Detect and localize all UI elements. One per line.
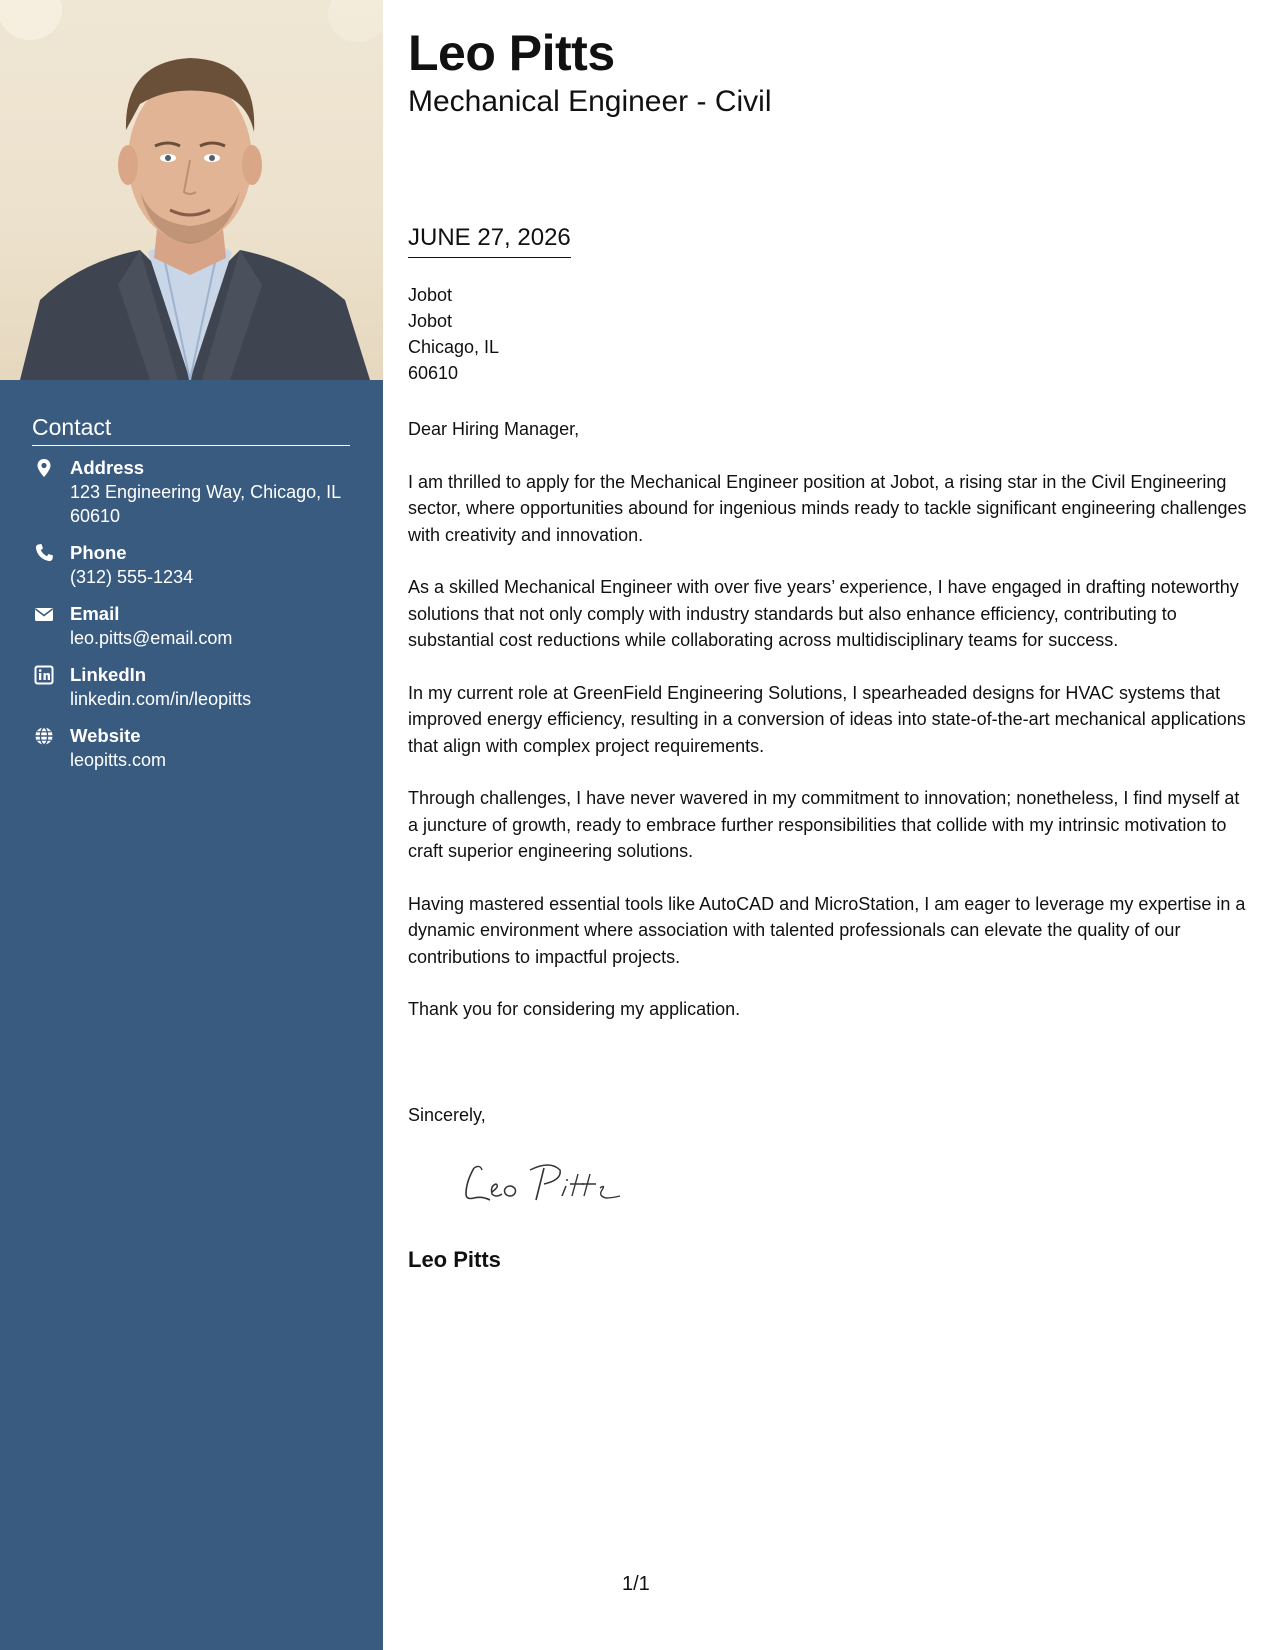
letter-greeting: Dear Hiring Manager,: [408, 419, 580, 439]
letter-paragraph: Having mastered essential tools like AutoCAD and MicroStation, I am eager to leverage my expertise in a dynamic environment where association with talented professionals can elevate the quality of our contributions to impactful projects.: [408, 893, 1246, 967]
phone-icon: [34, 543, 54, 563]
globe-icon: [34, 726, 54, 746]
applicant-title: Mechanical Engineer - Civil: [408, 85, 772, 118]
signer-name: Leo Pitts: [408, 1247, 501, 1272]
recipient-block: [408, 282, 499, 386]
letter-paragraph: In my current role at GreenField Engineering Solutions, I spearheaded designs for HVAC systems that improved energy efficiency, resulting in a conversion of ideas into state-of-the-art mechanical applications that align with complex project requirements.: [408, 682, 1246, 756]
linkedin-icon: [34, 665, 54, 685]
contact-value-email[interactable]: leo.pitts@email.com: [70, 628, 233, 648]
page-number: 1/1: [622, 1573, 650, 1595]
contact-item-email: [32, 602, 350, 650]
contact-label-address: Address: [70, 457, 145, 478]
envelope-icon: [34, 604, 54, 624]
sidebar: [0, 0, 383, 1650]
contact-value-linkedin[interactable]: linkedin.com/in/leopitts: [70, 689, 252, 709]
contact-label-phone: Phone: [70, 542, 127, 563]
contact-value-website[interactable]: leopitts.com: [70, 750, 167, 770]
recipient-line: 60610: [408, 363, 459, 383]
letter-date: JUNE 27, 2026: [408, 222, 571, 258]
contact-item-phone: [32, 541, 350, 589]
letter-paragraph: Thank you for considering my application.: [408, 999, 741, 1019]
contact-section: [32, 412, 350, 785]
contact-heading: Contact: [32, 412, 350, 446]
letter-closing: Sincerely,: [408, 1105, 486, 1125]
profile-photo: [0, 0, 383, 380]
letter-paragraph: I am thrilled to apply for the Mechanical Engineer position at Jobot, a rising star in the Civil Engineering sector, where opportunities abound for ingenious minds ready to tackle significant engineering challenges with creativity and innovation.: [408, 471, 1247, 545]
contact-item-website: [32, 724, 350, 772]
letter-body: [408, 416, 1253, 1049]
location-pin-icon: [34, 458, 54, 478]
contact-label-email: Email: [70, 603, 120, 624]
contact-label-linkedin: LinkedIn: [70, 664, 147, 685]
recipient-line: Jobot: [408, 285, 453, 305]
applicant-name: Leo Pitts: [408, 25, 615, 81]
recipient-line: Jobot: [408, 311, 453, 331]
letter-paragraph: As a skilled Mechanical Engineer with over five years’ experience, I have engaged in drafting noteworthy solutions that not only comply with industry standards but also enhance efficiency, contributing to substantial cost reductions while collaborating across multidisciplinary teams for success.: [408, 577, 1239, 650]
contact-label-website: Website: [70, 725, 141, 746]
recipient-line: Chicago, IL: [408, 337, 500, 357]
contact-item-linkedin: [32, 663, 350, 711]
contact-item-address: [32, 456, 350, 528]
handwritten-signature: [460, 1160, 630, 1208]
letter-paragraph: Through challenges, I have never wavered in my commitment to innovation; nonetheless, I find myself at a juncture of growth, ready to embrace further responsibilities that collide with my intrinsic motivation to craft superior engineering solutions.: [408, 788, 1240, 861]
contact-value-address: 123 Engineering Way, Chicago, IL 60610: [70, 482, 341, 526]
contact-value-phone: (312) 555-1234: [70, 567, 194, 587]
profile-photo-illustration: [0, 0, 383, 380]
